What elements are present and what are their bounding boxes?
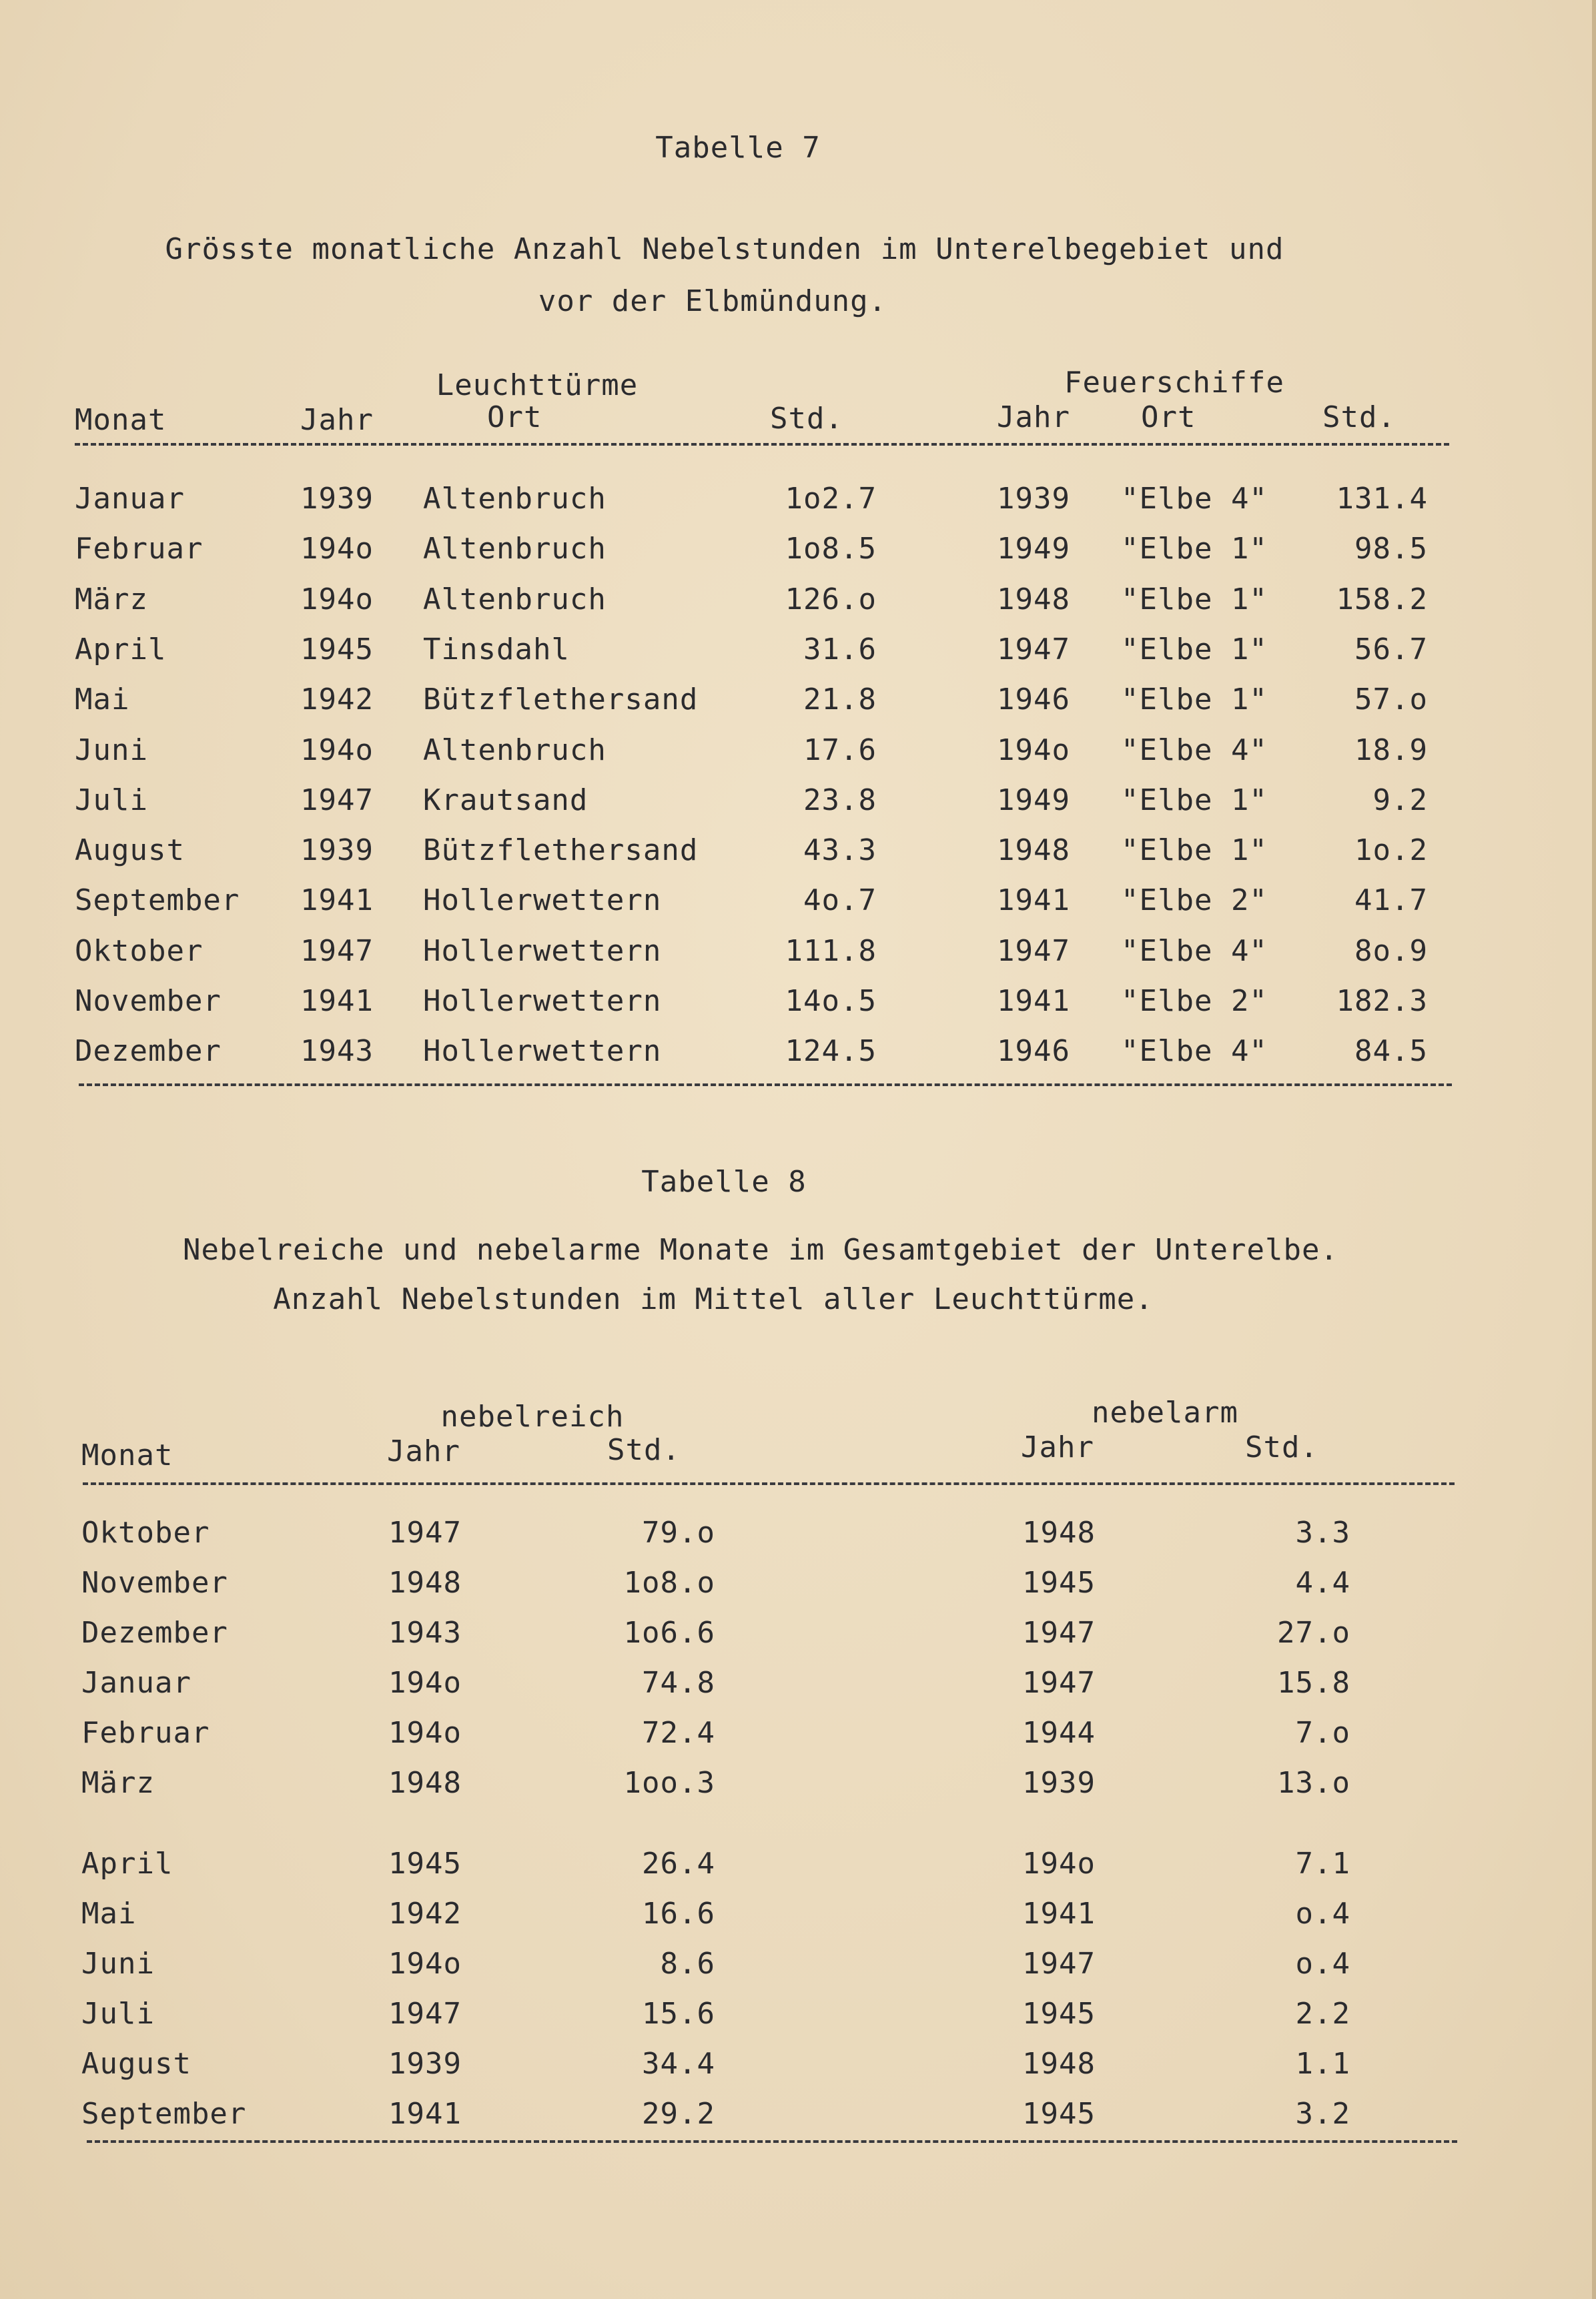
- table8-cell-year: 1948: [388, 1566, 462, 1600]
- table8-cell-year: 1948: [388, 1766, 462, 1800]
- table7-cell-year: 1941: [300, 883, 374, 918]
- table8-cell-hours: 1o6.6: [623, 1616, 715, 1650]
- table8-bottom-rule: [87, 2140, 1457, 2143]
- table7-cell-place2: "Elbe 1": [1121, 582, 1268, 616]
- table8-cell-year: 1942: [388, 1897, 462, 1931]
- table7-cell-hours: 4o.7: [803, 883, 877, 918]
- table7-cell-place2: "Elbe 4": [1121, 1034, 1268, 1069]
- table8-cell-month: Oktober: [81, 1516, 210, 1550]
- table8-heading-line2: Anzahl Nebelstunden im Mittel aller Leuchttürme.: [273, 1282, 1154, 1316]
- table8-cell-year: 194o: [388, 1947, 462, 1981]
- table7-cell-month: Oktober: [75, 933, 204, 968]
- table8-cell-hours2: 7.1: [1295, 1847, 1350, 1881]
- table7-cell-place2: "Elbe 2": [1121, 984, 1268, 1018]
- table7-cell-month: April: [75, 632, 167, 666]
- table8-cell-year2: 194o: [1022, 1847, 1096, 1881]
- table8-cell-hours2: 3.3: [1295, 1516, 1350, 1550]
- table7-cell-month: März: [75, 582, 148, 616]
- table8-cell-year2: 1947: [1022, 1947, 1096, 1981]
- table7-header-month: Monat: [75, 403, 167, 437]
- table8-cell-hours: 26.4: [642, 1847, 715, 1881]
- table7-cell-place: Altenbruch: [423, 532, 607, 566]
- table7-cell-hours: 1o8.5: [785, 532, 877, 566]
- table7-group-lighthouses: Leuchttürme: [436, 368, 639, 402]
- table7-header-hours2: Std.: [1322, 400, 1396, 434]
- table8-group-foggy: nebelreich: [440, 1400, 625, 1434]
- table8-cell-year: 1945: [388, 1847, 462, 1881]
- table7-cell-year2: 1948: [997, 833, 1070, 868]
- table7-cell-hours: 21.8: [803, 682, 877, 717]
- table7-header-year: Jahr: [300, 403, 374, 437]
- table7-cell-place2: "Elbe 1": [1121, 632, 1268, 666]
- table7-cell-place2: "Elbe 1": [1121, 833, 1268, 868]
- table7-cell-year2: 194o: [997, 733, 1070, 767]
- table7-cell-year: 1943: [300, 1034, 374, 1069]
- table7-cell-place2: "Elbe 2": [1121, 883, 1268, 918]
- table8-cell-month: November: [81, 1566, 228, 1600]
- table7-cell-year2: 1941: [997, 984, 1070, 1018]
- table8-cell-hours: 29.2: [642, 2097, 715, 2131]
- table7-cell-place: Tinsdahl: [423, 632, 570, 666]
- table8-cell-hours2: 15.8: [1277, 1666, 1350, 1700]
- table7-cell-year: 1941: [300, 984, 374, 1018]
- table7-cell-place: Altenbruch: [423, 582, 607, 616]
- table8-cell-year2: 1945: [1022, 2097, 1096, 2131]
- table7-header-hours: Std.: [770, 402, 843, 436]
- table8-cell-year2: 1947: [1022, 1666, 1096, 1700]
- table8-cell-hours2: 4.4: [1295, 1566, 1350, 1600]
- table7-cell-place: Hollerwettern: [423, 883, 662, 918]
- table7-cell-hours: 14o.5: [785, 984, 877, 1018]
- table7-cell-year2: 1948: [997, 582, 1070, 616]
- table8-header-year: Jahr: [387, 1434, 460, 1468]
- table8-cell-year: 1941: [388, 2097, 462, 2131]
- table8-cell-month: April: [81, 1847, 173, 1881]
- table7-cell-month: September: [75, 883, 240, 918]
- table8-cell-year: 1947: [388, 1997, 462, 2031]
- table8-cell-month: August: [81, 2047, 191, 2081]
- table8-cell-year2: 1948: [1022, 2047, 1096, 2081]
- table7-cell-place2: "Elbe 1": [1121, 682, 1268, 717]
- table7-cell-year: 194o: [300, 532, 374, 566]
- table7-cell-year: 1947: [300, 783, 374, 817]
- table8-cell-hours: 34.4: [642, 2047, 715, 2081]
- table7-cell-month: Juli: [75, 783, 148, 817]
- table7-cell-hours2: 84.5: [1354, 1034, 1428, 1069]
- table8-title: Tabelle 8: [641, 1165, 807, 1199]
- table8-header-hours: Std.: [607, 1433, 681, 1467]
- table8-header-year2: Jahr: [1021, 1430, 1094, 1464]
- table7-cell-hours2: 158.2: [1336, 582, 1428, 616]
- table7-cell-year2: 1949: [997, 532, 1070, 566]
- table7-cell-hours2: 9.2: [1372, 783, 1428, 817]
- table7-cell-month: Januar: [75, 482, 185, 516]
- table7-cell-year2: 1946: [997, 1034, 1070, 1069]
- table7-cell-place: Bützflethersand: [423, 682, 699, 717]
- table8-header-rule: [83, 1482, 1455, 1485]
- table7-cell-year: 194o: [300, 582, 374, 616]
- table7-cell-year: 194o: [300, 733, 374, 767]
- table8-cell-month: Januar: [81, 1666, 191, 1700]
- table7-cell-place: Hollerwettern: [423, 933, 662, 968]
- table8-cell-hours2: 2.2: [1295, 1997, 1350, 2031]
- table7-cell-hours: 23.8: [803, 783, 877, 817]
- table7-cell-hours2: 98.5: [1354, 532, 1428, 566]
- table7-cell-month: Juni: [75, 733, 148, 767]
- table8-cell-hours2: 27.o: [1277, 1616, 1350, 1650]
- table8-cell-hours2: o.4: [1295, 1897, 1350, 1931]
- table7-cell-place: Hollerwettern: [423, 984, 662, 1018]
- table8-cell-month: Dezember: [81, 1616, 228, 1650]
- table8-cell-month: Juli: [81, 1997, 155, 2031]
- table8-cell-month: Mai: [81, 1897, 137, 1931]
- table8-cell-year: 194o: [388, 1716, 462, 1750]
- table7-cell-place2: "Elbe 4": [1121, 482, 1268, 516]
- table7-cell-place: Hollerwettern: [423, 1034, 662, 1069]
- table8-cell-hours2: 3.2: [1295, 2097, 1350, 2131]
- table7-header-place: Ort: [487, 400, 542, 434]
- table7-cell-hours2: 1o.2: [1354, 833, 1428, 868]
- table7-cell-place: Krautsand: [423, 783, 588, 817]
- table7-cell-hours: 111.8: [785, 933, 877, 968]
- table7-cell-hours: 124.5: [785, 1034, 877, 1069]
- table8-header-hours2: Std.: [1245, 1430, 1318, 1464]
- table8-cell-hours: 16.6: [642, 1897, 715, 1931]
- table7-cell-year2: 1949: [997, 783, 1070, 817]
- table8-cell-month: September: [81, 2097, 247, 2131]
- table7-cell-month: Mai: [75, 682, 130, 717]
- table7-cell-place: Altenbruch: [423, 482, 607, 516]
- table8-cell-year: 1943: [388, 1616, 462, 1650]
- table7-cell-place2: "Elbe 1": [1121, 532, 1268, 566]
- table8-cell-hours2: o.4: [1295, 1947, 1350, 1981]
- table7-group-lightships: Feuerschiffe: [1064, 366, 1284, 400]
- table7-cell-place2: "Elbe 4": [1121, 733, 1268, 767]
- table8-heading-line1: Nebelreiche und nebelarme Monate im Gesamtgebiet der Unterelbe.: [183, 1233, 1338, 1267]
- table8-cell-month: Februar: [81, 1716, 210, 1750]
- table7-cell-hours2: 18.9: [1354, 733, 1428, 767]
- table7-title: Tabelle 7: [655, 131, 821, 165]
- table7-cell-place2: "Elbe 4": [1121, 933, 1268, 968]
- table7-cell-year: 1939: [300, 482, 374, 516]
- table8-cell-month: Juni: [81, 1947, 155, 1981]
- table7-cell-hours: 1o2.7: [785, 482, 877, 516]
- table7-cell-month: November: [75, 984, 222, 1018]
- table7-cell-year2: 1939: [997, 482, 1070, 516]
- table8-cell-hours2: 1.1: [1295, 2047, 1350, 2081]
- table7-cell-hours2: 56.7: [1354, 632, 1428, 666]
- table7-cell-month: August: [75, 833, 185, 868]
- table8-cell-year: 1939: [388, 2047, 462, 2081]
- table7-cell-year2: 1941: [997, 883, 1070, 918]
- table7-cell-hours: 126.o: [785, 582, 877, 616]
- page-edge: [1592, 0, 1596, 2299]
- table7-header-year2: Jahr: [997, 400, 1070, 434]
- table7-heading-line2: vor der Elbmündung.: [538, 284, 887, 318]
- table7-cell-month: Februar: [75, 532, 204, 566]
- table7-cell-hours2: 182.3: [1336, 984, 1428, 1018]
- table7-cell-hours: 31.6: [803, 632, 877, 666]
- table7-header-rule: [75, 443, 1449, 446]
- table8-cell-hours: 1oo.3: [623, 1766, 715, 1800]
- table8-cell-hours2: 13.o: [1277, 1766, 1350, 1800]
- table8-cell-hours: 15.6: [642, 1997, 715, 2031]
- table8-cell-year: 1947: [388, 1516, 462, 1550]
- table7-header-place2: Ort: [1141, 400, 1196, 434]
- table7-cell-hours2: 131.4: [1336, 482, 1428, 516]
- table7-cell-year: 1945: [300, 632, 374, 666]
- table8-cell-year: 194o: [388, 1666, 462, 1700]
- table7-cell-year2: 1947: [997, 632, 1070, 666]
- table7-cell-year: 1942: [300, 682, 374, 717]
- table7-cell-hours2: 8o.9: [1354, 933, 1428, 968]
- table8-cell-hours: 1o8.o: [623, 1566, 715, 1600]
- table7-cell-place: Altenbruch: [423, 733, 607, 767]
- table7-cell-year2: 1947: [997, 933, 1070, 968]
- table8-cell-hours: 74.8: [642, 1666, 715, 1700]
- table7-cell-year2: 1946: [997, 682, 1070, 717]
- table7-cell-hours: 43.3: [803, 833, 877, 868]
- table8-cell-hours: 8.6: [660, 1947, 715, 1981]
- table7-heading-line1: Grösste monatliche Anzahl Nebelstunden im Unterelbegebiet und: [165, 232, 1284, 266]
- table7-cell-place2: "Elbe 1": [1121, 783, 1268, 817]
- table8-cell-year2: 1941: [1022, 1897, 1096, 1931]
- table8-cell-year2: 1944: [1022, 1716, 1096, 1750]
- table8-cell-year2: 1945: [1022, 1997, 1096, 2031]
- table8-cell-year2: 1947: [1022, 1616, 1096, 1650]
- table7-bottom-rule: [79, 1083, 1452, 1086]
- table8-cell-year2: 1945: [1022, 1566, 1096, 1600]
- table7-cell-year: 1947: [300, 933, 374, 968]
- table8-cell-year2: 1948: [1022, 1516, 1096, 1550]
- table7-cell-hours2: 57.o: [1354, 682, 1428, 717]
- table8-group-clear: nebelarm: [1092, 1396, 1238, 1430]
- table8-cell-month: März: [81, 1766, 155, 1800]
- table7-cell-year: 1939: [300, 833, 374, 868]
- table8-cell-year2: 1939: [1022, 1766, 1096, 1800]
- table8-cell-hours: 72.4: [642, 1716, 715, 1750]
- table8-cell-hours2: 7.o: [1295, 1716, 1350, 1750]
- table7-cell-month: Dezember: [75, 1034, 222, 1069]
- table8-header-month: Monat: [81, 1438, 173, 1472]
- table7-cell-hours: 17.6: [803, 733, 877, 767]
- table8-cell-hours: 79.o: [642, 1516, 715, 1550]
- table7-cell-place: Bützflethersand: [423, 833, 699, 868]
- table7-cell-hours2: 41.7: [1354, 883, 1428, 918]
